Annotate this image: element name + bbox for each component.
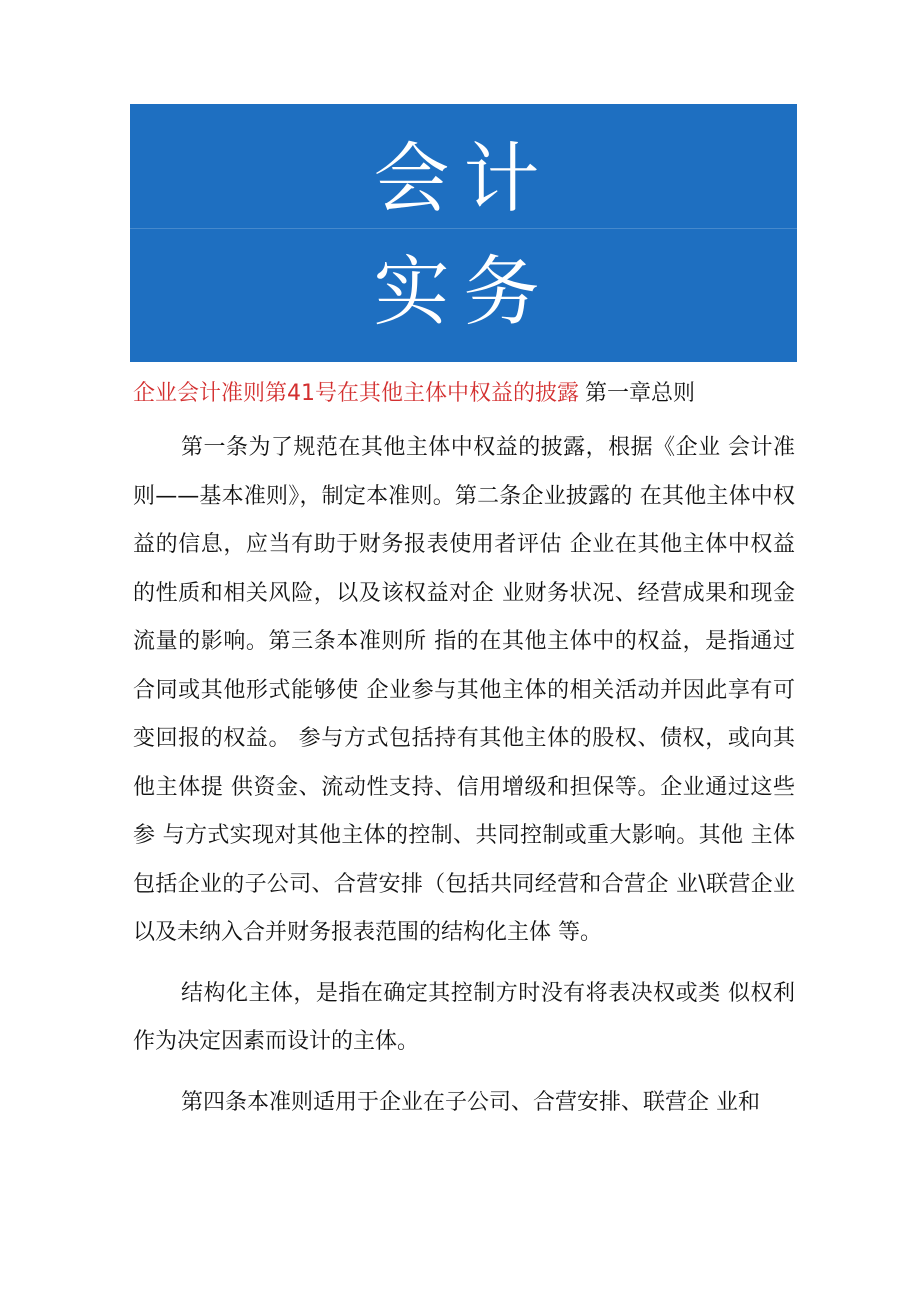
banner-title-line-2: 实务 (373, 247, 554, 336)
body-paragraph-1: 第一条为了规范在其他主体中权益的披露，根据《企业 会计准则——基本准则》，制定本准则。第二条企业披露的 在其他主体中权益的信息，应当有助于财务报表使用者评估 企业在其他主体中权益的性质和相关风险，以及该权益对企 业财务状况、经营成果和现金流量的影响。第三条本准则所 指的在其他主体中的权益，是指通过合同或其他形式能够使 企业参与其他主体的相关活动并因此享有可变回报的权益。 参与方式包括持有其他主体的股权、债权，或向其他主体提 供资金、流动性支持、信用增级和担保等。企业通过这些参 与方式实现对其他主体的控制、共同控制或重大影响。其他 主体包括企业的子公司、合营安排（包括共同经营和合营企 业\联营企业以及未纳入合并财务报表范围的结构化主体 等。 (133, 435, 795, 945)
body-paragraph-3: 第四条本准则适用于企业在子公司、合营安排、联营企 业和 (181, 1089, 760, 1115)
banner-divider (130, 228, 797, 229)
title-banner (130, 104, 797, 362)
heading-chapter-title: 第一章总则 (585, 381, 696, 406)
document-heading (133, 380, 813, 408)
body-paragraph-2: 结构化主体，是指在确定其控制方时没有将表决权或类 似权利作为决定因素而设计的主体。 (133, 980, 795, 1054)
heading-standard-title: 企业会计准则第41号在其他主体中权益的披露 (133, 381, 579, 406)
banner-title-line-1: 会计 (373, 134, 554, 223)
document-body (133, 424, 795, 1139)
